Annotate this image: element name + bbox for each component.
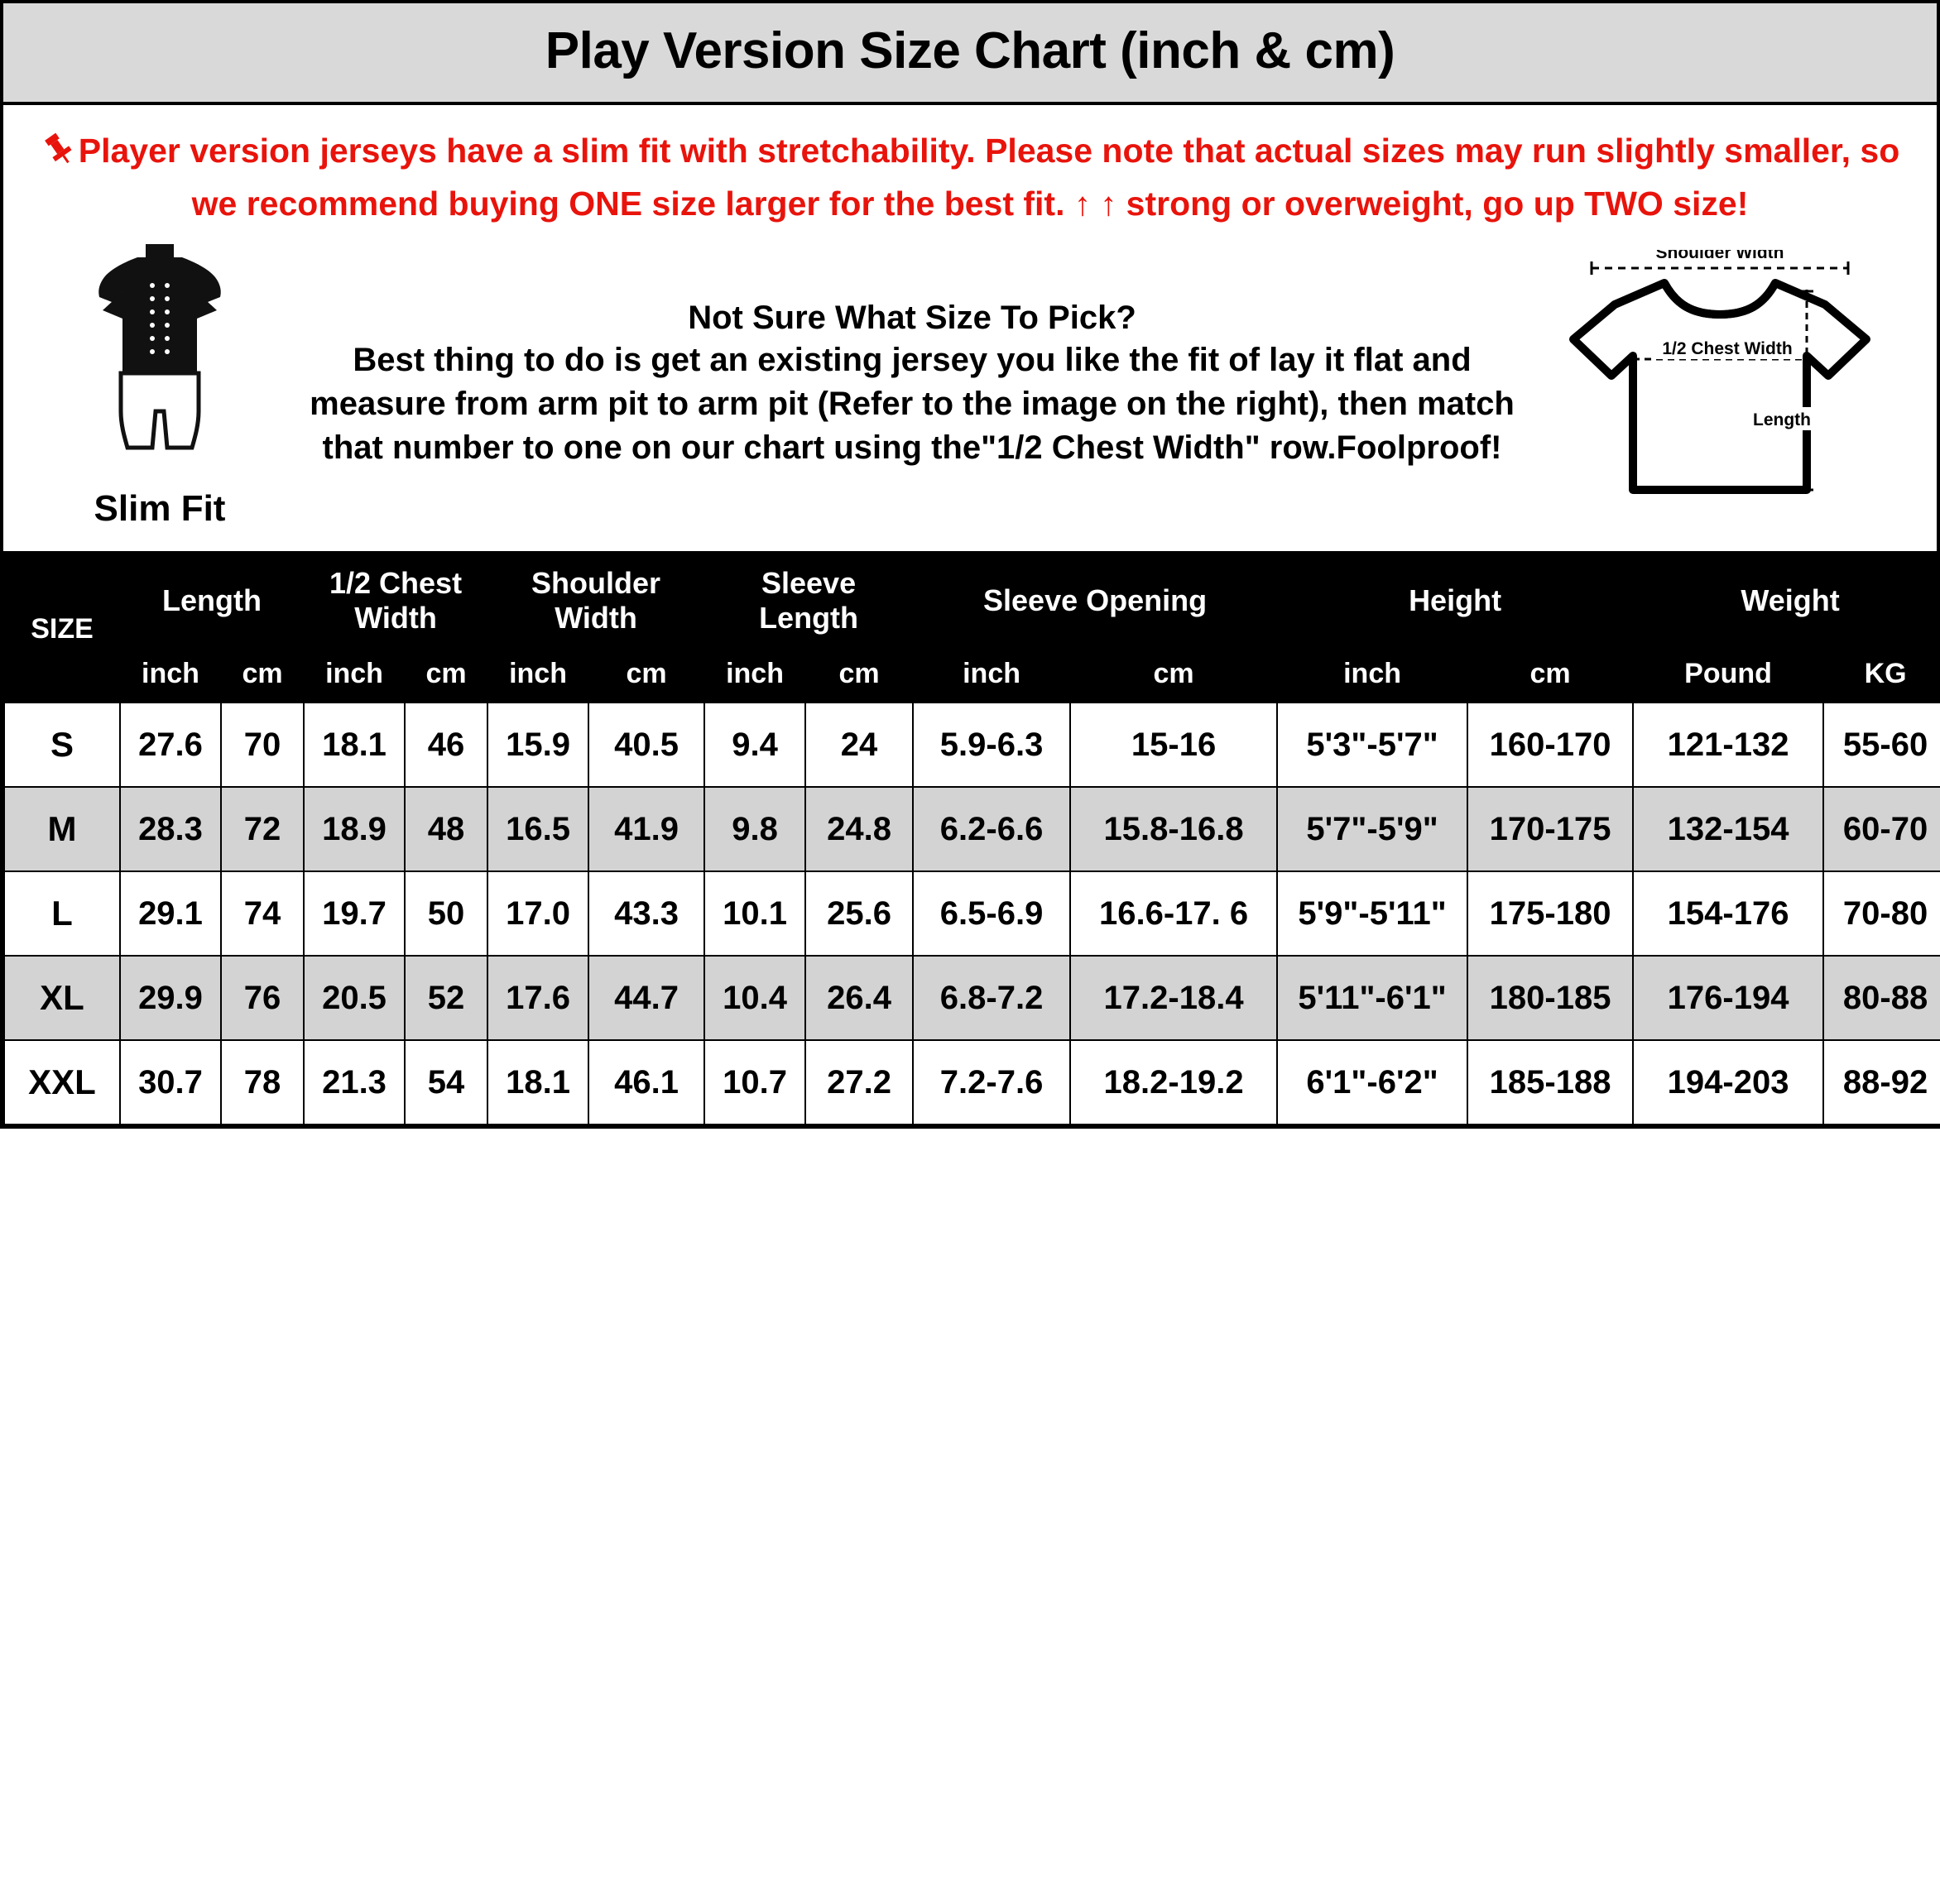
cell-height-inch: 5'9"-5'11" xyxy=(1277,871,1467,956)
unit-shoulder-cm: cm xyxy=(588,645,704,703)
cell-weight-kg: 55-60 xyxy=(1823,703,1940,787)
cell-sleeve-opening-inch: 6.2-6.6 xyxy=(913,787,1070,871)
cell-weight-pound: 154-176 xyxy=(1633,871,1823,956)
cell-shoulder-cm: 46.1 xyxy=(588,1040,704,1125)
row-size: L xyxy=(4,871,120,956)
cell-chest-cm: 52 xyxy=(405,956,487,1040)
header-sleeve-length: Sleeve Length xyxy=(704,555,913,645)
notice-text-part1: Player version jerseys have a slim fit with stretchability. Please note that actual sizes may run slightly smaller, so we recommend buying ONE size larger for the best fit. xyxy=(78,132,1900,223)
header-size: SIZE xyxy=(4,555,120,703)
header-weight: Weight xyxy=(1633,555,1940,645)
unit-sleeve-length-inch: inch xyxy=(704,645,805,703)
cell-weight-kg: 80-88 xyxy=(1823,956,1940,1040)
svg-text:1/2 Chest Width: 1/2 Chest Width xyxy=(1662,339,1793,359)
row-size: XXL xyxy=(4,1040,120,1125)
table-row xyxy=(4,703,1940,787)
unit-length-cm: cm xyxy=(221,645,304,703)
cell-sleeve-length-cm: 25.6 xyxy=(805,871,913,956)
unit-length-inch: inch xyxy=(120,645,221,703)
cell-sleeve-opening-inch: 5.9-6.3 xyxy=(913,703,1070,787)
svg-text:Shoulder Width: Shoulder Width xyxy=(1655,250,1784,263)
cell-length-cm: 76 xyxy=(221,956,304,1040)
cell-shoulder-inch: 17.0 xyxy=(487,871,588,956)
cell-chest-inch: 20.5 xyxy=(304,956,405,1040)
cell-shoulder-inch: 17.6 xyxy=(487,956,588,1040)
unit-sleeve-length-cm: cm xyxy=(805,645,913,703)
cell-shoulder-cm: 40.5 xyxy=(588,703,704,787)
cell-length-inch: 27.6 xyxy=(120,703,221,787)
cell-chest-inch: 21.3 xyxy=(304,1040,405,1125)
cell-height-inch: 5'11"-6'1" xyxy=(1277,956,1467,1040)
header-shoulder-width: Shoulder Width xyxy=(487,555,704,645)
info-row xyxy=(3,234,1937,554)
slim-fit-figure-icon xyxy=(73,468,247,482)
table-row xyxy=(4,871,1940,956)
cell-height-cm: 170-175 xyxy=(1467,787,1633,871)
tshirt-diagram-block xyxy=(1528,250,1917,519)
pushpin-icon xyxy=(41,131,77,180)
cell-weight-kg: 60-70 xyxy=(1823,787,1940,871)
cell-sleeve-opening-cm: 15.8-16.8 xyxy=(1070,787,1277,871)
unit-shoulder-inch: inch xyxy=(487,645,588,703)
page-title: Play Version Size Chart (inch & cm) xyxy=(545,22,1395,79)
cell-shoulder-inch: 18.1 xyxy=(487,1040,588,1125)
table-row xyxy=(4,1040,1940,1125)
table-row xyxy=(4,787,1940,871)
unit-chest-inch: inch xyxy=(304,645,405,703)
header-length: Length xyxy=(120,555,304,645)
arrow-up-icon-2: ↑ xyxy=(1100,186,1117,223)
unit-sleeve-opening-inch: inch xyxy=(913,645,1070,703)
unit-sleeve-opening-cm: cm xyxy=(1070,645,1277,703)
cell-sleeve-opening-inch: 6.5-6.9 xyxy=(913,871,1070,956)
cell-sleeve-length-cm: 24.8 xyxy=(805,787,913,871)
cell-sleeve-opening-cm: 18.2-19.2 xyxy=(1070,1040,1277,1125)
arrow-up-icon-1: ↑ xyxy=(1073,186,1091,223)
cell-weight-pound: 132-154 xyxy=(1633,787,1823,871)
cell-shoulder-cm: 41.9 xyxy=(588,787,704,871)
header-sleeve-opening: Sleeve Opening xyxy=(913,555,1277,645)
size-table xyxy=(3,554,1940,1125)
cell-length-inch: 29.9 xyxy=(120,956,221,1040)
cell-weight-pound: 121-132 xyxy=(1633,703,1823,787)
cell-sleeve-length-inch: 10.7 xyxy=(704,1040,805,1125)
cell-chest-inch: 19.7 xyxy=(304,871,405,956)
cell-sleeve-opening-cm: 17.2-18.4 xyxy=(1070,956,1277,1040)
cell-chest-cm: 54 xyxy=(405,1040,487,1125)
cell-chest-cm: 46 xyxy=(405,703,487,787)
cell-length-cm: 78 xyxy=(221,1040,304,1125)
slim-fit-label: Slim Fit xyxy=(94,488,226,530)
row-size: M xyxy=(4,787,120,871)
unit-weight-pound: Pound xyxy=(1633,645,1823,703)
cell-weight-kg: 70-80 xyxy=(1823,871,1940,956)
table-header-unit-row xyxy=(4,645,1940,703)
header-half-chest-width: 1/2 Chest Width xyxy=(304,555,487,645)
cell-weight-pound: 176-194 xyxy=(1633,956,1823,1040)
cell-height-cm: 180-185 xyxy=(1467,956,1633,1040)
notice-text-part2: strong or overweight, go up TWO size! xyxy=(1116,185,1749,223)
cell-sleeve-opening-inch: 7.2-7.6 xyxy=(913,1040,1070,1125)
cell-sleeve-length-inch: 10.4 xyxy=(704,956,805,1040)
cell-height-cm: 185-188 xyxy=(1467,1040,1633,1125)
unit-height-cm: cm xyxy=(1467,645,1633,703)
cell-weight-kg: 88-92 xyxy=(1823,1040,1940,1125)
unit-weight-kg: KG xyxy=(1823,645,1940,703)
cell-length-inch: 29.1 xyxy=(120,871,221,956)
cell-weight-pound: 194-203 xyxy=(1633,1040,1823,1125)
cell-sleeve-length-cm: 26.4 xyxy=(805,956,913,1040)
svg-text:Length: Length xyxy=(1753,410,1811,430)
cell-chest-cm: 48 xyxy=(405,787,487,871)
table-header-group-row xyxy=(4,555,1940,645)
table-row xyxy=(4,956,1940,1040)
cell-height-inch: 6'1"-6'2" xyxy=(1277,1040,1467,1125)
cell-shoulder-inch: 16.5 xyxy=(487,787,588,871)
cell-shoulder-cm: 43.3 xyxy=(588,871,704,956)
cell-chest-inch: 18.9 xyxy=(304,787,405,871)
tshirt-measurement-diagram-icon xyxy=(1540,250,1904,518)
unit-chest-cm: cm xyxy=(405,645,487,703)
cell-sleeve-opening-inch: 6.8-7.2 xyxy=(913,956,1070,1040)
advice-body: Best thing to do is get an existing jersey you like the fit of lay it flat and measure from arm pit to arm pit (Refer to the image on the right), then match that number to one on our chart using the"1/2 Chest Width" row.Foolproof! xyxy=(310,342,1515,466)
chart-title-bar xyxy=(3,3,1937,105)
cell-height-cm: 175-180 xyxy=(1467,871,1633,956)
cell-height-cm: 160-170 xyxy=(1467,703,1633,787)
fit-notice xyxy=(3,105,1937,234)
cell-length-cm: 74 xyxy=(221,871,304,956)
cell-sleeve-length-inch: 9.4 xyxy=(704,703,805,787)
unit-height-inch: inch xyxy=(1277,645,1467,703)
advice-heading: Not Sure What Size To Pick? xyxy=(688,300,1136,337)
sizing-advice-block xyxy=(296,300,1528,469)
cell-sleeve-length-cm: 24 xyxy=(805,703,913,787)
row-size: XL xyxy=(4,956,120,1040)
row-size: S xyxy=(4,703,120,787)
cell-length-cm: 72 xyxy=(221,787,304,871)
cell-length-inch: 30.7 xyxy=(120,1040,221,1125)
cell-length-inch: 28.3 xyxy=(120,787,221,871)
cell-sleeve-opening-cm: 15-16 xyxy=(1070,703,1277,787)
cell-height-inch: 5'3"-5'7" xyxy=(1277,703,1467,787)
cell-sleeve-length-inch: 9.8 xyxy=(704,787,805,871)
cell-sleeve-length-cm: 27.2 xyxy=(805,1040,913,1125)
cell-shoulder-cm: 44.7 xyxy=(588,956,704,1040)
cell-sleeve-opening-cm: 16.6-17. 6 xyxy=(1070,871,1277,956)
cell-height-inch: 5'7"-5'9" xyxy=(1277,787,1467,871)
header-height: Height xyxy=(1277,555,1633,645)
cell-chest-inch: 18.1 xyxy=(304,703,405,787)
cell-length-cm: 70 xyxy=(221,703,304,787)
cell-chest-cm: 50 xyxy=(405,871,487,956)
slim-fit-block xyxy=(23,239,296,530)
cell-sleeve-length-inch: 10.1 xyxy=(704,871,805,956)
cell-shoulder-inch: 15.9 xyxy=(487,703,588,787)
